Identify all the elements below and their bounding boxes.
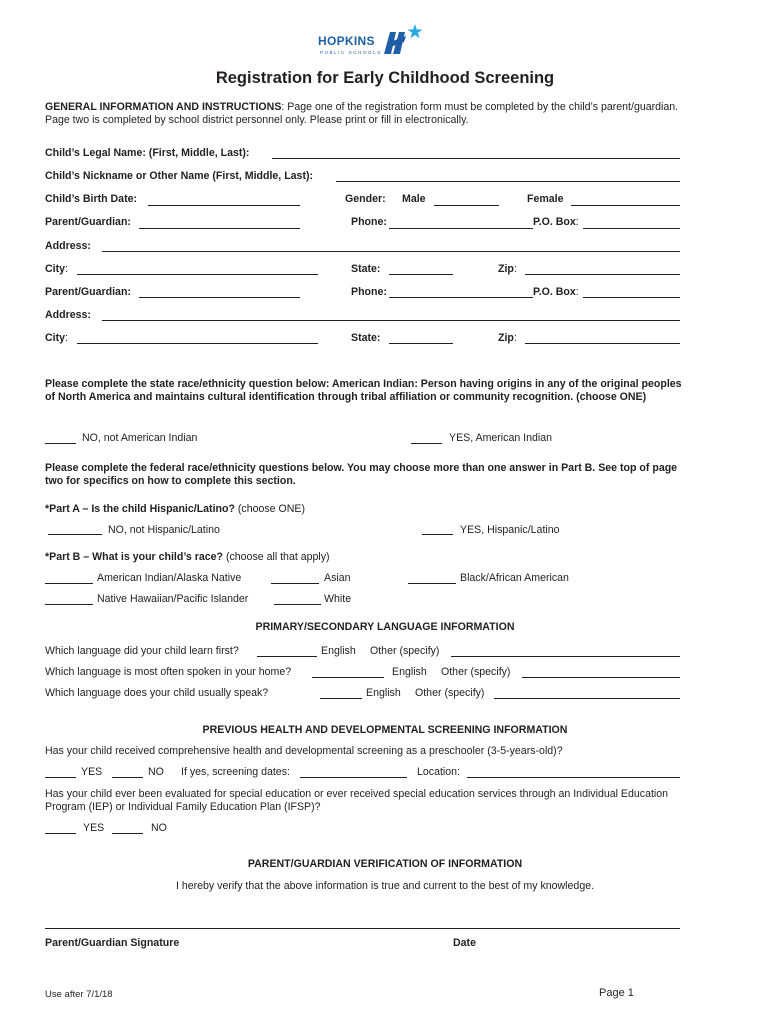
page-title: Registration for Early Childhood Screening	[215, 69, 555, 87]
legal-name-field[interactable]	[272, 158, 680, 159]
race-american-indian-label: American Indian/Alaska Native	[97, 572, 242, 584]
race-pacific-islander-field[interactable]	[45, 604, 93, 605]
screening-no-label: NO	[148, 766, 164, 778]
race-black-label: Black/African American	[460, 572, 569, 584]
language-q2-other-label: Other (specify)	[441, 666, 511, 678]
phone2-field[interactable]	[389, 297, 533, 298]
language-q3: Which language does your child usually speak?	[45, 687, 269, 699]
female-label: Female	[527, 193, 564, 205]
address2-label: Address:	[45, 309, 91, 321]
phone2-label: Phone:	[351, 286, 387, 298]
pobox1-label: P.O. Box:	[533, 216, 579, 228]
race-black-field[interactable]	[408, 583, 456, 584]
language-q3-english-field[interactable]	[320, 698, 362, 699]
signature-line[interactable]	[45, 928, 680, 929]
pobox2-field[interactable]	[583, 297, 680, 298]
race-pacific-islander-label: Native Hawaiian/Pacific Islander	[97, 593, 249, 605]
language-q1-english-field[interactable]	[257, 656, 317, 657]
screening-dates-label: If yes, screening dates:	[181, 766, 290, 778]
signature-label: Parent/Guardian Signature	[45, 937, 180, 949]
language-q2-other-field[interactable]	[522, 677, 680, 678]
zip1-field[interactable]	[525, 274, 680, 275]
phone1-field[interactable]	[389, 228, 533, 229]
language-q3-other-field[interactable]	[494, 698, 680, 699]
language-q2-english-field[interactable]	[312, 677, 384, 678]
state1-field[interactable]	[389, 274, 453, 275]
page-number: Page 1	[599, 987, 634, 999]
language-heading: PRIMARY/SECONDARY LANGUAGE INFORMATION	[255, 621, 515, 633]
use-after-note: Use after 7/1/18	[45, 989, 113, 1000]
city1-field[interactable]	[77, 274, 318, 275]
birth-date-label: Child’s Birth Date:	[45, 193, 138, 205]
zip2-label: Zip:	[498, 332, 517, 344]
zip2-field[interactable]	[525, 343, 680, 344]
legal-name-label: Child’s Legal Name: (First, Middle, Last):	[45, 147, 250, 159]
nickname-label: Child’s Nickname or Other Name (First, Middle, Last):	[45, 170, 314, 182]
birth-date-field[interactable]	[148, 205, 300, 206]
phone1-label: Phone:	[351, 216, 387, 228]
special-ed-yes-field[interactable]	[45, 833, 76, 834]
city2-label: City:	[45, 332, 68, 344]
health-heading: PREVIOUS HEALTH AND DEVELOPMENTAL SCREENING INFORMATION	[202, 724, 568, 736]
instructions-text: : Page one of the registration form must be completed by the child’s parent/guardian. Page two is completed by school district personnel only. Please print or fill in electronically.	[45, 101, 679, 127]
language-q1-other-label: Other (specify)	[370, 645, 440, 657]
american-indian-no-label: NO, not American Indian	[82, 432, 198, 444]
language-q3-english-label: English	[366, 687, 401, 699]
hispanic-yes-label: YES, Hispanic/Latino	[460, 524, 560, 536]
language-q3-other-label: Other (specify)	[415, 687, 485, 699]
parent1-label: Parent/Guardian:	[45, 216, 131, 228]
logo-name: HOPKINS	[318, 34, 375, 48]
pobox2-label: P.O. Box:	[533, 286, 579, 298]
special-ed-no-field[interactable]	[112, 833, 143, 834]
hispanic-yes-field[interactable]	[422, 534, 453, 535]
part-a-question: *Part A – Is the child Hispanic/Latino? (choose ONE)	[45, 503, 305, 515]
male-label: Male	[402, 193, 426, 205]
special-ed-yes-label: YES	[83, 822, 105, 834]
city2-field[interactable]	[77, 343, 318, 344]
hispanic-no-label: NO, not Hispanic/Latino	[108, 524, 220, 536]
screening-yes-label: YES	[81, 766, 103, 778]
screening-no-field[interactable]	[112, 777, 143, 778]
race-asian-field[interactable]	[271, 583, 319, 584]
state-race-instructions: Please complete the state race/ethnicity question below: American Indian: Person having origins in any of the original peoples of North America and maintains cultural identification through tribal affiliation or community recognition. (choose ONE)	[45, 378, 682, 404]
parent2-label: Parent/Guardian:	[45, 286, 131, 298]
verification-text: I hereby verify that the above information is true and current to the best of my knowledge.	[175, 880, 595, 892]
race-american-indian-field[interactable]	[45, 583, 93, 584]
address2-field[interactable]	[102, 320, 680, 321]
state2-label: State:	[351, 332, 381, 344]
parent2-field[interactable]	[139, 297, 300, 298]
american-indian-no-field[interactable]	[45, 443, 76, 444]
health-q1: Has your child received comprehensive health and developmental screening as a preschooler (3-5-years-old)?	[45, 745, 563, 757]
screening-location-label: Location:	[417, 766, 460, 778]
language-q1-english-label: English	[321, 645, 356, 657]
male-field[interactable]	[434, 205, 499, 206]
language-q1-other-field[interactable]	[451, 656, 680, 657]
race-white-label: White	[324, 593, 352, 605]
parent1-field[interactable]	[139, 228, 300, 229]
screening-location-field[interactable]	[467, 777, 680, 778]
logo-mark-icon	[382, 22, 424, 56]
state2-field[interactable]	[389, 343, 453, 344]
health-q2: Has your child ever been evaluated for special education or ever received special education services through an Individual Education Program (IEP) or Individual Family Education Plan (IFSP)?	[45, 788, 669, 814]
american-indian-yes-field[interactable]	[411, 443, 442, 444]
pobox1-field[interactable]	[583, 228, 680, 229]
verification-heading: PARENT/GUARDIAN VERIFICATION OF INFORMATION	[247, 858, 523, 870]
race-asian-label: Asian	[324, 572, 351, 584]
instructions-heading: GENERAL INFORMATION AND INSTRUCTIONS	[45, 101, 282, 113]
city1-label: City:	[45, 263, 68, 275]
screening-yes-field[interactable]	[45, 777, 76, 778]
special-ed-no-label: NO	[151, 822, 167, 834]
language-q2: Which language is most often spoken in your home?	[45, 666, 292, 678]
race-white-field[interactable]	[274, 604, 321, 605]
federal-race-instructions: Please complete the federal race/ethnicity questions below. You may choose more than one answer in Part B. See top of page two for specifics on how to complete this section.	[45, 462, 678, 488]
hispanic-no-field[interactable]	[48, 534, 102, 535]
logo-subtitle: PUBLIC SCHOOLS	[320, 50, 382, 55]
nickname-field[interactable]	[336, 181, 680, 182]
date-label: Date	[453, 937, 476, 949]
gender-label: Gender:	[345, 193, 386, 205]
state1-label: State:	[351, 263, 381, 275]
instructions	[45, 101, 685, 127]
language-q1: Which language did your child learn first?	[45, 645, 239, 657]
address1-field[interactable]	[102, 251, 680, 252]
address1-label: Address:	[45, 240, 91, 252]
language-q2-english-label: English	[392, 666, 427, 678]
female-field[interactable]	[571, 205, 680, 206]
zip1-label: Zip:	[498, 263, 517, 275]
screening-dates-field[interactable]	[300, 777, 407, 778]
part-b-question: *Part B – What is your child’s race? (choose all that apply)	[45, 551, 330, 563]
american-indian-yes-label: YES, American Indian	[449, 432, 553, 444]
